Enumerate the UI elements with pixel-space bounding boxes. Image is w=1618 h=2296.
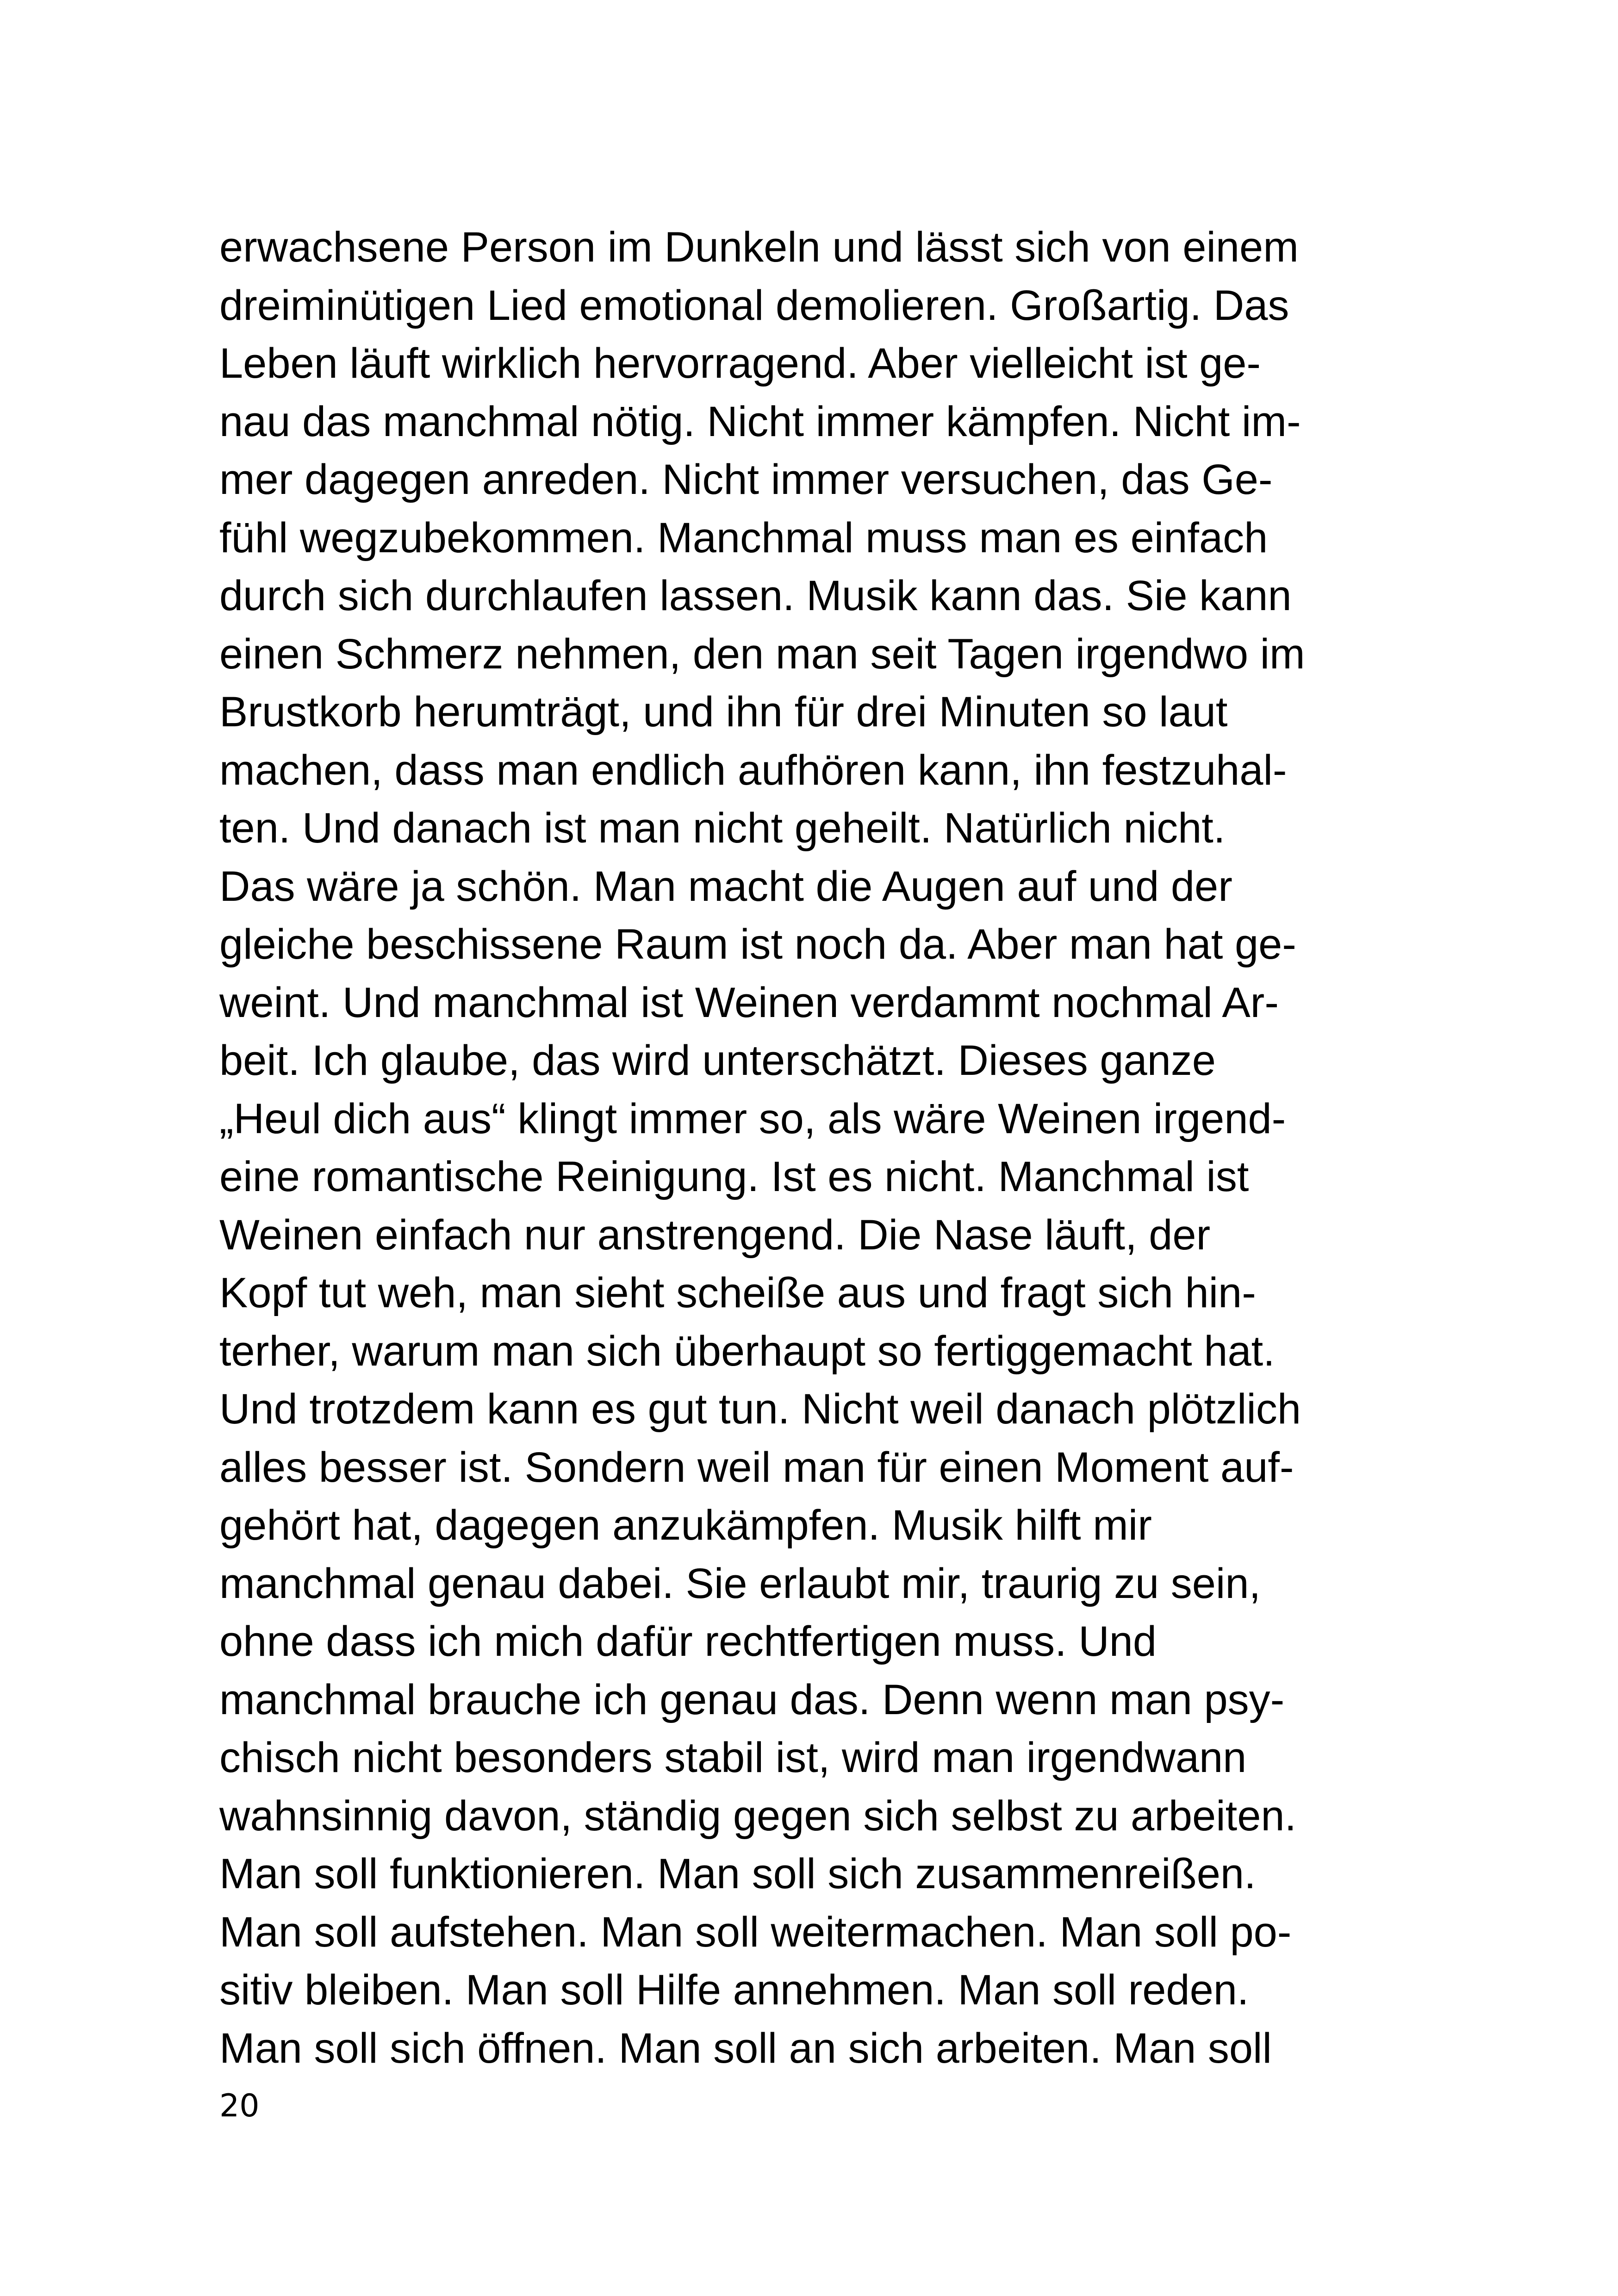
text-line: manchmal genau dabei. Sie erlaubt mir, traurig zu sein, (219, 1560, 1261, 1607)
text-line: gehört hat, dagegen anzukämpfen. Musik hilft mir (219, 1502, 1152, 1549)
text-line: machen, dass man endlich aufhören kann, ihn festzuhal- (219, 746, 1287, 794)
text-line: terher, warum man sich überhaupt so fertiggemacht hat. (219, 1327, 1275, 1375)
text-line: ohne dass ich mich dafür rechtfertigen muss. Und (219, 1618, 1157, 1665)
text-line: ten. Und danach ist man nicht geheilt. Natürlich nicht. (219, 805, 1226, 852)
text-line: „Heul dich aus“ klingt immer so, als wäre Weinen irgend- (219, 1095, 1286, 1142)
text-line: dreiminütigen Lied emotional demolieren. Großartig. Das (219, 281, 1289, 329)
text-line: nau das manchmal nötig. Nicht immer kämpfen. Nicht im- (219, 398, 1301, 445)
text-line: einen Schmerz nehmen, den man seit Tagen irgendwo im (219, 630, 1305, 678)
text-line: Und trotzdem kann es gut tun. Nicht weil danach plötzlich (219, 1385, 1301, 1433)
text-line: Brustkorb herumträgt, und ihn für drei Minuten so laut (219, 688, 1228, 736)
text-line: fühl wegzubekommen. Manchmal muss man es einfach (219, 514, 1268, 562)
text-line: mer dagegen anreden. Nicht immer versuchen, das Ge- (219, 456, 1273, 503)
text-line: Kopf tut weh, man sieht scheiße aus und fragt sich hin- (219, 1269, 1256, 1316)
text-line: weint. Und manchmal ist Weinen verdammt nochmal Ar- (219, 979, 1279, 1026)
text-line: durch sich durchlaufen lassen. Musik kann das. Sie kann (219, 572, 1292, 619)
text-line: Man soll aufstehen. Man soll weitermachen. Man soll po- (219, 1908, 1292, 1956)
text-line: gleiche beschissene Raum ist noch da. Aber man hat ge- (219, 921, 1296, 968)
text-line: Das wäre ja schön. Man macht die Augen auf und der (219, 862, 1232, 910)
text-line: beit. Ich glaube, das wird unterschätzt. Dieses ganze (219, 1037, 1216, 1084)
text-line: erwachsene Person im Dunkeln und lässt sich von einem (219, 224, 1299, 271)
page-number: 20 (219, 2088, 260, 2124)
text-line: Leben läuft wirklich hervorragend. Aber vielleicht ist ge- (219, 340, 1261, 387)
text-line: Weinen einfach nur anstrengend. Die Nase läuft, der (219, 1211, 1211, 1259)
text-line: manchmal brauche ich genau das. Denn wenn man psy- (219, 1676, 1285, 1723)
text-line: Man soll funktionieren. Man soll sich zusammenreißen. (219, 1850, 1256, 1897)
text-line: chisch nicht besonders stabil ist, wird man irgendwann (219, 1734, 1247, 1781)
text-line: sitiv bleiben. Man soll Hilfe annehmen. Man soll reden. (219, 1966, 1249, 2014)
text-line: alles besser ist. Sondern weil man für einen Moment auf- (219, 1443, 1294, 1491)
text-line: eine romantische Reinigung. Ist es nicht. Manchmal ist (219, 1153, 1249, 1200)
text-line: Man soll sich öffnen. Man soll an sich arbeiten. Man soll (219, 2024, 1272, 2072)
body-text (219, 218, 1469, 2078)
text-line: wahnsinnig davon, ständig gegen sich selbst zu arbeiten. (219, 1792, 1297, 1840)
